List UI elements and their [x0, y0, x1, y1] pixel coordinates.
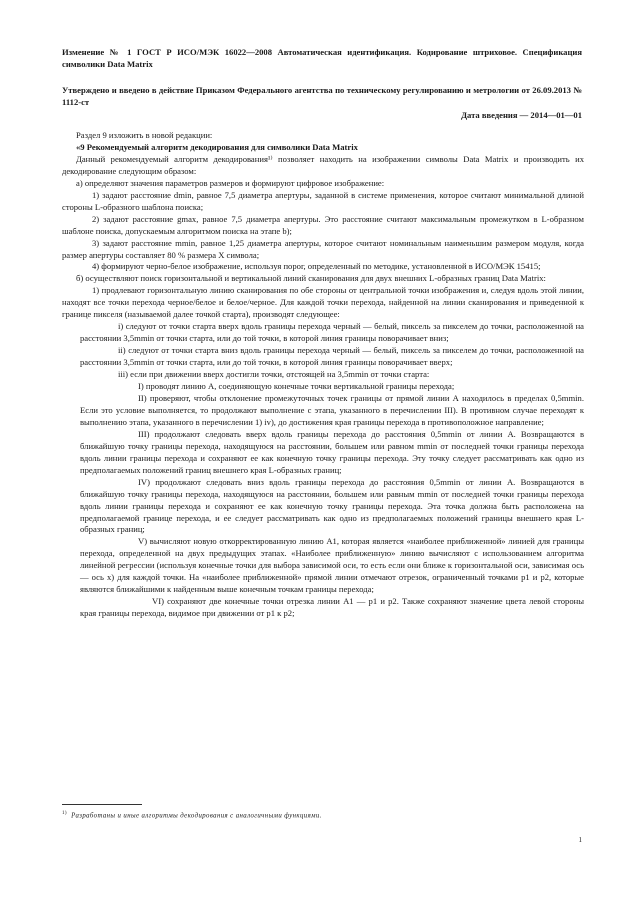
paragraph: II) проверяют, чтобы отклонение промежуточных точек границы от прямой линии А находилось в пределах 0,5mmin. Если это условие выполняется, то продолжают выполнение с этапа, указанного в перечислении III). В противном случае переходят к выполнению этапа, указанного в перечислении 1) iv), до достижения края границы перехода в противоположное направление;: [80, 392, 584, 427]
paragraph: Данный рекомендуемый алгоритм декодирования¹⁾ позволяет находить на изображении символы Data Matrix и производить их декодирование следующим образом:: [62, 153, 584, 176]
amendment-title: Изменение № 1 ГОСТ Р ИСО/МЭК 16022—2008 Автоматическая идентификация. Кодирование штриховое. Спецификация символики Data Matrix: [62, 47, 582, 69]
paragraph: а) определяют значения параметров размеров и формируют цифровое изображение:: [76, 177, 385, 188]
paragraph: Раздел 9 изложить в новой редакции:: [76, 130, 213, 140]
paragraph: V) вычисляют новую откорректированную линию А1, которая является «наиболее приближенной» линией для границы перехода, определенной на двух предыдущих этапах. «Наиболее приближенную» линию вычисляют с использованием алгоритма линейной регрессии (используя конечные точки для выбора зависимой оси, то есть если они ближе к горизонтальной оси, зависимая ось — ось х) для каждой точки. На «наиболее приближенной» прямой линии отмечают отрезок, ограниченный точками p1 и p2, которые являются ближайшими к найденным выше конечным точкам границы перехода;: [80, 536, 584, 595]
page-number: 1: [578, 836, 582, 844]
document-body: [62, 130, 584, 620]
paragraph: III) продолжают следовать вверх вдоль границы перехода до расстояния 0,5mmin от линии А. Возвращаются в ближайшую точку границы перехода, находящуюся на расстоянии, большем или равном mmin от последней точки границы перехода вдоль линии границы перехода и сохраняют ее как конечную точку границы перехода. Эту точку следует рассматривать как одно из предполагаемых положений границ внешнего края L-образных границ;: [80, 428, 584, 475]
paragraph: iii) если при движении вверх достигли точки, отстоящей на 3,5mmin от точки старта:: [118, 369, 430, 380]
approval-statement: Утверждено и введено в действие Приказом Федерального агентства по техническому регулированию и метрологии от 26.09.2013 № 1112-ст: [62, 85, 582, 107]
introduction-date: Дата введения — 2014—01—01: [461, 110, 582, 120]
footnote-divider: [62, 804, 142, 805]
paragraph: 1) продлевают горизонтальную линию сканирования по обе стороны от центральной точки изображения и, следуя вдоль этой линии, находят все точки перехода черное/белое и белое/черное. Для каждой точки перехода, найденной на линии сканирования и приведенной к границе пикселя (называемой далее точкой старта), производят следующее:: [62, 285, 584, 320]
paragraph: IV) продолжают следовать вниз вдоль границы перехода до расстояния 0,5mmin от линии А. Возвращаются в ближайшую точку границы перехода, находящуюся на расстоянии, большем или равным mmin от последней точки границы перехода вдоль линии границы перехода и сохраняют ее как конечную точку границы перехода. Эта точка должна быть расположена на предполагаемой границе перехода, и ее следует рассматривать как одно из предполагаемых положений границы внешнего края L-образных границ;: [80, 476, 584, 535]
paragraph: VI) сохраняют две конечные точки отрезка линии А1 — p1 и p2. Также сохраняют значение цвета левой стороны края границы перехода, видимое при движении от p1 к p2;: [80, 596, 584, 619]
paragraph: б) осуществляют поиск горизонтальной и вертикальной линий сканирования для двух внешних L-образных границ Data Matrix:: [76, 273, 546, 284]
paragraph: «9 Рекомендуемый алгоритм декодирования для символики Data Matrix: [76, 141, 358, 152]
footnote: [62, 811, 322, 819]
paragraph: 1) задают расстояние dmin, равное 7,5 диаметра апертуры, заданной в системе применения, которое считают минимальной длиной стороны L-образного шаблона поиска;: [62, 189, 584, 212]
paragraph: 2) задают расстояние gmax, равное 7,5 диаметра апертуры. Это расстояние считают максимальным промежутком в L-образном шаблоне поиска, допускаемым алгоритмом поиска на этапе b);: [62, 213, 584, 236]
paragraph: i) следуют от точки старта вверх вдоль границы перехода черный — белый, пиксель за пикселем до точки, расположенной на расстоянии 3,5mmin от точки старта, или до той точки, в которой линия границы поворачивает вниз;: [80, 321, 584, 344]
paragraph: I) проводят линию А, соединяющую конечные точки вертикальной границы перехода;: [138, 381, 455, 392]
paragraph: 4) формируют черно-белое изображение, используя порог, определенный по методике, установленной в ИСО/МЭК 15415;: [92, 261, 541, 272]
footnote-mark: 1): [62, 811, 67, 816]
paragraph: 3) задают расстояние mmin, равное 1,25 диаметра апертуры, которое считают номинальным наименьшим размером модуля, когда размер апертуры составляет 80 % размера X символа;: [62, 237, 584, 260]
paragraph: ii) следуют от точки старта вниз вдоль границы перехода черный — белый, пиксель за пикселем до точки, расположенной на расстоянии 3,5mmin от точки старта, или до той точки, в которой линия границы поворачивает вверх;: [80, 345, 584, 368]
footnote-text: Разработаны и иные алгоритмы декодирования с аналогичными функциями.: [71, 812, 322, 820]
